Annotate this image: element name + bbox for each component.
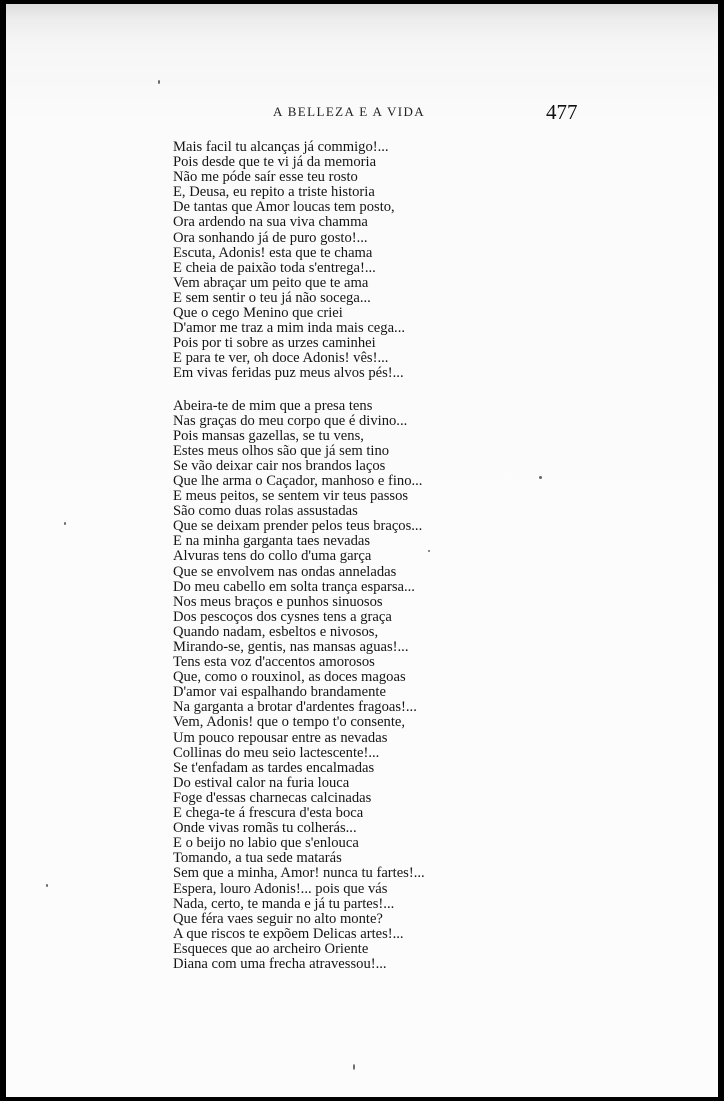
verse-line: Collinas do meu seio lactescente!...: [173, 744, 380, 761]
verse-line: Em vivas feridas puz meus alvos pés!...: [173, 365, 404, 382]
verse-line: Do meu cabello em solta trança esparsa...: [173, 578, 415, 595]
verse-line: E para te ver, oh doce Adonis! vês!...: [173, 350, 389, 367]
verse-line: Mirando-se, gentis, nas mansas aguas!...: [173, 639, 409, 655]
verse-line: Espera, louro Adonis!... pois que vás: [173, 880, 388, 897]
verse-line: E cheia de paixão toda s'entrega!...: [173, 259, 376, 276]
verse-line: Escuta, Adonis! esta que te chama: [173, 244, 373, 261]
verse-line: Do estival calor na furia louca: [173, 774, 350, 791]
verse-line: E sem sentir o teu já não socega...: [173, 289, 371, 306]
verse-line: Pois desde que te vi já da memoria: [173, 154, 377, 171]
verse-line: Nas graças do meu corpo que é divino...: [173, 412, 408, 429]
book-page: [6, 4, 718, 1097]
scan-speck: [46, 884, 48, 887]
verse-line: Ora sonhando já de puro gosto!...: [173, 229, 368, 246]
verse-line: Dos pescoços dos cysnes tens a graça: [173, 608, 392, 625]
verse-line: A que riscos te expõem Delicas artes!...: [173, 925, 404, 942]
verse-line: Pois por ti sobre as urzes caminhei: [173, 335, 376, 352]
verse-line: D'amor vai espalhando brandamente: [173, 684, 386, 701]
verse-line: Tens esta voz d'accentos amorosos: [173, 654, 375, 671]
verse-line: Que, como o rouxinol, as doces magoas: [173, 669, 406, 686]
verse-line: Diana com uma frecha atravessou!...: [173, 955, 387, 972]
verse-line: Vem abraçar um peito que te ama: [173, 274, 369, 291]
verse-line: Onde vivas romãs tu colherás...: [173, 820, 357, 837]
stanza: [173, 399, 693, 973]
verse-line: Que féra vaes seguir no alto monte?: [173, 910, 383, 927]
stanza: [173, 140, 693, 382]
verse-line: E, Deusa, eu repito a triste historia: [173, 184, 375, 201]
verse-line: Sem que a minha, Amor! nunca tu fartes!...: [173, 865, 425, 882]
verse-line: Quando nadam, esbeltos e nivosos,: [173, 623, 379, 640]
verse-line: Pois mansas gazellas, se tu vens,: [173, 427, 364, 444]
scan-speck: [539, 476, 542, 479]
verse-line: Esqueces que ao archeiro Oriente: [173, 940, 369, 957]
verse-line: E chega-te á frescura d'esta boca: [173, 805, 364, 822]
verse-line: E o beijo no labio que s'enlouca: [173, 835, 359, 852]
verse-line: Na garganta a brotar d'ardentes fragoas!...: [173, 699, 417, 716]
running-title: A BELLEZA E A VIDA: [273, 104, 426, 119]
verse-line: Se vão deixar cair nos brandos laços: [173, 457, 386, 474]
verse-line: Tomando, a tua sede matarás: [173, 850, 342, 867]
verse-line: Alvuras tens do collo d'uma garça: [173, 548, 372, 565]
running-head: [6, 100, 718, 124]
scan-speck: [64, 522, 66, 525]
verse-line: Que lhe arma o Caçador, manhoso e fino...: [173, 472, 423, 489]
verse-line: Vem, Adonis! que o tempo t'o consente,: [173, 714, 406, 731]
poem-body: [173, 140, 693, 972]
verse-line: Mais facil tu alcanças já commigo!...: [173, 139, 389, 155]
verse-line: Se t'enfadam as tardes encalmadas: [173, 759, 375, 776]
verse-line: De tantas que Amor loucas tem posto,: [173, 199, 395, 216]
verse-line: Que o cego Menino que criei: [173, 305, 343, 322]
verse-line: Nada, certo, te manda e já tu partes!...: [173, 895, 395, 912]
verse-line: E na minha garganta taes nevadas: [173, 533, 371, 550]
verse-line: E meus peitos, se sentem vir teus passos: [173, 488, 409, 505]
verse-line: Estes meus olhos são que já sem tino: [173, 442, 390, 459]
verse-line: Que se envolvem nas ondas anneladas: [173, 563, 397, 580]
verse-line: Que se deixam prender pelos teus braços...: [173, 518, 423, 535]
verse-line: Um pouco repousar entre as nevadas: [173, 729, 388, 746]
verse-line: São como duas rolas assustadas: [173, 503, 358, 520]
verse-line: D'amor me traz a mim inda mais cega...: [173, 320, 405, 337]
scan-speck: [428, 550, 430, 552]
verse-line: Ora ardendo na sua viva chamma: [173, 214, 368, 231]
page-number: 477: [546, 100, 578, 124]
verse-line: Foge d'essas charnecas calcinadas: [173, 789, 372, 806]
scan-speck: [158, 80, 160, 84]
verse-line: Abeira-te de mim que a presa tens: [173, 397, 373, 414]
scan-speck: [353, 1064, 355, 1070]
verse-line: Nos meus braços e punhos sinuosos: [173, 593, 383, 610]
verse-line: Não me póde saír esse teu rosto: [173, 169, 358, 186]
